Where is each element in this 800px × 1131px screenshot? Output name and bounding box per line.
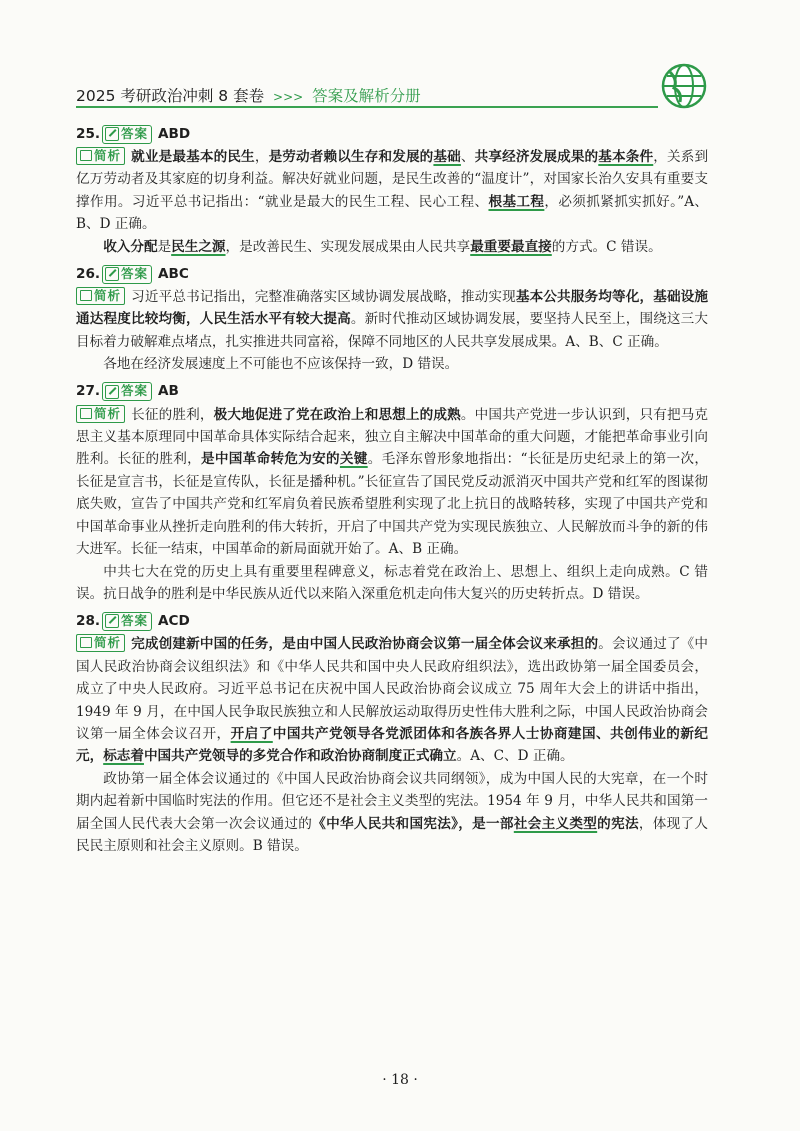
key-point-underlined: 标志着 bbox=[103, 748, 144, 765]
question-27-answer-row bbox=[76, 380, 708, 404]
pencil-icon bbox=[105, 267, 119, 281]
answer-label: 答案 bbox=[121, 383, 149, 399]
key-point: 基本公共服务均等化，基础设施通达程度比较均衡，人民生活水平有较大提高 bbox=[76, 289, 709, 328]
key-point: 《中华人民共和国宪法》，是一部 bbox=[312, 815, 514, 832]
question-number: 27. bbox=[76, 383, 101, 400]
answer-value: ABC bbox=[158, 265, 189, 282]
book-icon bbox=[80, 290, 92, 301]
key-point: 收入分配 bbox=[103, 238, 158, 255]
question-number: 26. bbox=[76, 265, 101, 282]
header-separator: >>> bbox=[273, 90, 304, 104]
key-point-underlined: 开启了 bbox=[230, 725, 273, 742]
text: 长征的胜利， bbox=[131, 406, 214, 423]
question-number: 25. bbox=[76, 125, 101, 142]
globe-icon bbox=[660, 62, 708, 110]
pencil-icon bbox=[105, 127, 119, 141]
analysis-label: 简析 bbox=[94, 635, 122, 651]
pencil-icon bbox=[105, 614, 119, 628]
page-number: · 18 · bbox=[382, 1072, 418, 1088]
answer-value: AB bbox=[158, 383, 179, 400]
analysis-badge bbox=[76, 405, 125, 423]
question-26-answer-row bbox=[76, 262, 708, 286]
question-28-analysis bbox=[76, 633, 708, 767]
answer-badge bbox=[102, 382, 152, 401]
text: ， bbox=[254, 149, 269, 165]
key-point-underlined: 最重要最直接 bbox=[470, 238, 552, 255]
key-point: 就业是最基本的民生 bbox=[131, 149, 255, 165]
key-point-underlined: 基础 bbox=[433, 149, 461, 165]
text: 习近平总书记指出，完整准确落实区域协调发展战略，推动实现 bbox=[131, 289, 516, 306]
key-point: 中国共产党领导的多党合作和政治协商制度正式确立 bbox=[143, 748, 457, 765]
analysis-badge bbox=[76, 147, 125, 165]
running-header bbox=[76, 84, 421, 106]
text: 。毛泽东曾形象地指出：“长征是历史纪录上的第一次，长征是宣言书，长征是宣传队，长征是播种机。”长征宣告了国民党反动派消灭中国共产党和红军的图谋彻底失败，宣告了中国共产党和红军肩负着民族希望胜利实现了北上抗日的战略转移，实现了中国共产党和中国革命事业从挫折走向胜利的伟大转折，开启了中国共产党为实现民族独立、人民解放而斗争的新的伟大进军。长征一结束，中国革命的新局面就开始了。A、B 正确。 bbox=[76, 451, 709, 558]
text: ，是改善民生、实现发展成果由人民共享 bbox=[225, 238, 471, 255]
answer-analysis-content bbox=[76, 118, 708, 857]
key-point-underlined: 关键 bbox=[339, 451, 368, 468]
question-25-answer-row bbox=[76, 122, 708, 146]
key-point: 完成创建新中国的任务，是由中国人民政治协商会议第一届全体会议来承担的 bbox=[131, 636, 599, 653]
analysis-label: 简析 bbox=[94, 148, 122, 163]
text: ，关系到亿万劳动者及其家庭的切身利益。解决好就业问题，是民生改善的“温度计”，对国家长治久安具有重要支撑作用。习近平总书记指出：“就业是最大的民生工程、民心工程、 bbox=[76, 149, 709, 210]
analysis-label: 简析 bbox=[94, 288, 122, 304]
key-point: 极大地促进了党在政治上和思想上的成熟 bbox=[213, 406, 461, 423]
pencil-icon bbox=[105, 385, 119, 399]
text: 是 bbox=[157, 238, 172, 255]
answer-label: 答案 bbox=[121, 265, 149, 281]
key-point-underlined: 根基工程 bbox=[488, 193, 545, 210]
answer-value: ACD bbox=[158, 613, 190, 630]
key-point: 中国共产党领导各党派团体和各族各界人士协商建国、共创伟业的新纪元， bbox=[76, 725, 709, 765]
text: 政协第一届全体会议通过的《中国人民政治协商会议共同纲领》，成为中国人民的大宪章，在一个时期内起着新中国临时宪法的作用。但它还不是社会主义类型的宪法。1954 年 9 月，中华人民共和国第一届全国人民代表大会第一次会议通过的 bbox=[76, 770, 708, 832]
answer-badge bbox=[102, 612, 152, 631]
question-25-analysis bbox=[76, 146, 708, 236]
header-title: 2025 考研政治冲刺 8 套卷 bbox=[76, 87, 265, 105]
text: 。会议通过了《中国人民政治协商会议组织法》和《中华人民共和国中央人民政府组织法》，选出政协第一届全国委员会，成立了中央人民政府。习近平总书记在庆祝中国人民政治协商会议成立 75 周年大会上的讲话中指出，1949 年 9 月，在中国人民争取民族独立和人民解放运动取得历史性伟大胜利之际，中国人民政治协商会议第一届全体会议召开， bbox=[76, 636, 709, 742]
book-icon bbox=[80, 150, 92, 161]
header-rule bbox=[76, 106, 658, 108]
answer-label: 答案 bbox=[121, 613, 149, 629]
text: 的方式。C 错误。 bbox=[551, 238, 662, 255]
question-27-analysis-2: 中共七大在党的历史上具有重要里程碑意义，标志着党在政治上、思想上、组织上走向成熟。C 错误。抗日战争的胜利是中华民族从近代以来陷入深重危机走向伟大复兴的历史转折点。D 错误。 bbox=[76, 563, 708, 602]
question-26-analysis bbox=[76, 286, 708, 353]
question-25-analysis-2 bbox=[76, 236, 708, 258]
key-point-underlined: 民生之源 bbox=[171, 238, 226, 255]
answer-value: ABD bbox=[158, 125, 191, 142]
question-number: 28. bbox=[76, 613, 101, 630]
text: 、 bbox=[460, 149, 475, 165]
answer-badge bbox=[102, 125, 152, 144]
key-point-underlined: 社会主义类型 bbox=[513, 815, 598, 832]
question-28-answer-row bbox=[76, 609, 708, 633]
text: 。A、C、D 正确。 bbox=[456, 748, 574, 765]
analysis-badge bbox=[76, 634, 125, 652]
book-icon bbox=[80, 637, 92, 648]
key-point: 是劳动者赖以生存和发展的 bbox=[268, 149, 434, 165]
question-28-analysis-2 bbox=[76, 768, 708, 858]
key-point-underlined: 基本条件 bbox=[598, 149, 654, 165]
answer-badge bbox=[102, 265, 152, 284]
question-27-analysis bbox=[76, 404, 708, 561]
header-subtitle: 答案及解析分册 bbox=[312, 87, 421, 105]
key-point: 共享经济发展成果的 bbox=[474, 149, 599, 165]
book-icon bbox=[80, 408, 92, 419]
answer-label: 答案 bbox=[121, 125, 149, 141]
text: 。中国共产党进一步认识到，只有把马克思主义基本原理同中国革命具体实际结合起来，独立自主解决中国革命的重大问题，才能把革命事业引向胜利。长征的胜利， bbox=[76, 406, 709, 468]
analysis-badge bbox=[76, 287, 125, 305]
question-26-analysis-2: 各地在经济发展速度上不可能也不应该保持一致，D 错误。 bbox=[103, 356, 459, 373]
text: ，体现了人民民主原则和社会主义原则。B 错误。 bbox=[76, 815, 709, 854]
text: ，必须抓紧抓实抓好。”A、B、D 正确。 bbox=[76, 193, 709, 233]
analysis-label: 简析 bbox=[94, 405, 122, 421]
key-point: 是中国革命转危为安的 bbox=[201, 451, 340, 468]
key-point: 的宪法 bbox=[597, 815, 639, 832]
text: 。新时代推动区域协调发展，要坚持人民至上，围绕这三大目标着力破解难点堵点，扎实推进共同富裕，保障不同地区的人民共享发展成果。A、B、C 正确。 bbox=[76, 311, 709, 350]
